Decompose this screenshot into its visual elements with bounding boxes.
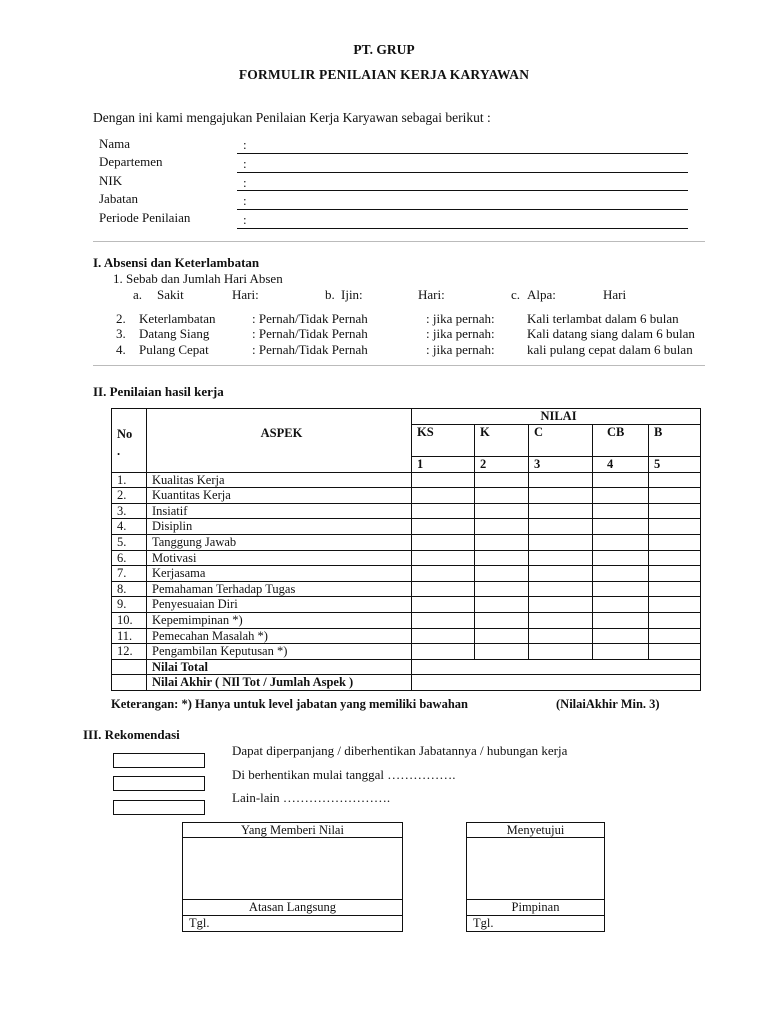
row-note: Kali datang siang dalam 6 bulan [527,326,695,341]
checkbox-berhentikan[interactable] [113,776,205,791]
score-cell[interactable] [649,534,701,550]
periode-input-line[interactable] [237,228,688,229]
absen-item: 1. Sebab dan Jumlah Hari Absen [113,271,283,286]
absen-sakit-hari: Hari: [232,287,259,302]
row-no: 10. [112,612,147,628]
score-cell[interactable] [529,472,593,488]
absen-alpa-hari: Hari [603,287,627,302]
score-cell[interactable] [593,628,649,644]
table-row [112,581,701,597]
row-no: 3. [112,503,147,519]
signature-role: Pimpinan [467,899,604,916]
divider [93,241,705,242]
score-cell[interactable] [529,534,593,550]
score-4: 4 [593,457,649,473]
score-cell[interactable] [649,566,701,582]
section2-heading: II. Penilaian hasil kerja [93,384,224,399]
field-label-nik: NIK [99,173,123,188]
score-cell[interactable] [412,519,475,535]
score-cell[interactable] [529,628,593,644]
row-num: 2. [116,311,126,326]
final-no-cell [112,675,147,691]
row-no: 9. [112,597,147,613]
row-no: 8. [112,581,147,597]
total-row [112,659,701,675]
field-sep: : [243,137,247,152]
total-label: Nilai Total [147,659,412,675]
score-cell[interactable] [529,503,593,519]
departemen-input-line[interactable] [237,172,688,173]
field-sep: : [243,193,247,208]
score-cell[interactable] [475,581,529,597]
final-label: Nilai Akhir ( NIl Tot / Jumlah Aspek ) [147,675,412,691]
score-cell[interactable] [593,519,649,535]
grade-cb: CB [593,425,649,457]
score-2: 2 [475,457,529,473]
row-option: : Pernah/Tidak Pernah [252,326,368,341]
final-value-cell[interactable] [412,675,701,691]
score-cell[interactable] [475,612,529,628]
signature-head: Menyetujui [467,823,604,838]
score-cell[interactable] [412,488,475,504]
grade-c: C [529,425,593,457]
row-num: 3. [116,326,126,341]
row-note: kali pulang cepat dalam 6 bulan [527,342,693,357]
row-if: : jika pernah: [426,311,495,326]
score-cell[interactable] [593,566,649,582]
score-cell[interactable] [593,503,649,519]
total-value-cell[interactable] [412,659,701,675]
score-cell[interactable] [593,597,649,613]
score-cell[interactable] [649,581,701,597]
row-option: : Pernah/Tidak Pernah [252,311,368,326]
grade-k: K [475,425,529,457]
score-cell[interactable] [412,534,475,550]
absen-alpa: Alpa: [527,287,556,302]
intro-text: Dengan ini kami mengajukan Penilaian Kerja Karyawan sebagai berikut : [93,110,491,125]
score-cell[interactable] [475,534,529,550]
row-aspek: Pemahaman Terhadap Tugas [147,581,412,597]
row-no: 6. [112,550,147,566]
table-row [112,566,701,582]
min-score-note: (NilaiAkhir Min. 3) [556,697,660,711]
score-cell[interactable] [529,581,593,597]
field-sep: : [243,212,247,227]
signature-date-label: Tgl. [473,916,494,930]
row-aspek: Tanggung Jawab [147,534,412,550]
score-cell[interactable] [649,519,701,535]
option-berhentikan: Di berhentikan mulai tanggal ……………. [232,767,456,782]
field-label-jabatan: Jabatan [99,191,138,206]
row-aspek: Kualitas Kerja [147,472,412,488]
score-cell[interactable] [529,488,593,504]
divider [93,365,705,366]
field-sep: : [243,156,247,171]
row-label: Datang Siang [139,326,210,341]
table-row [112,472,701,488]
signature-box-pimpinan[interactable] [466,822,605,932]
score-cell[interactable] [649,503,701,519]
score-cell[interactable] [529,612,593,628]
score-cell[interactable] [529,519,593,535]
row-no: 11. [112,628,147,644]
checkbox-perpanjang[interactable] [113,753,205,768]
row-aspek: Kuantitas Kerja [147,488,412,504]
row-no: 2. [112,488,147,504]
score-cell[interactable] [529,550,593,566]
row-aspek: Penyesuaian Diri [147,597,412,613]
absen-sakit: Sakit [157,287,184,302]
score-cell[interactable] [593,644,649,660]
row-aspek: Pengambilan Keputusan *) [147,644,412,660]
table-row [112,503,701,519]
grade-ks: KS [412,425,475,457]
signature-head: Yang Memberi Nilai [183,823,402,838]
table-note: Keterangan: *) Hanya untuk level jabatan yang memiliki bawahan [111,697,468,711]
absen-letter-b: b. [325,287,335,302]
row-no: 5. [112,534,147,550]
checkbox-lainlain[interactable] [113,800,205,815]
score-cell[interactable] [412,581,475,597]
score-cell[interactable] [593,472,649,488]
row-note: Kali terlambat dalam 6 bulan [527,311,679,326]
table-row [112,550,701,566]
nik-input-line[interactable] [237,190,688,191]
score-cell[interactable] [475,550,529,566]
form-title: FORMULIR PENILAIAN KERJA KARYAWAN [238,67,530,82]
score-cell[interactable] [475,644,529,660]
field-label-periode: Periode Penilaian [99,210,191,225]
score-cell[interactable] [529,644,593,660]
field-sep: : [243,175,247,190]
row-no: 4. [112,519,147,535]
score-cell[interactable] [412,628,475,644]
table-row [112,612,701,628]
score-cell[interactable] [412,566,475,582]
score-cell[interactable] [475,488,529,504]
score-5: 5 [649,457,701,473]
signature-role: Atasan Langsung [183,899,402,916]
score-cell[interactable] [412,472,475,488]
assessment-table [111,408,701,691]
field-label-departemen: Departemen [99,154,163,169]
score-cell[interactable] [649,628,701,644]
score-cell[interactable] [649,488,701,504]
score-cell[interactable] [475,566,529,582]
absen-letter-a: a. [133,287,143,302]
option-lainlain: Lain-lain ……………………. [232,790,391,805]
row-aspek: Disiplin [147,519,412,535]
section3-heading: III. Rekomendasi [83,727,180,742]
row-if: : jika pernah: [426,326,495,341]
score-3: 3 [529,457,593,473]
row-label: Keterlambatan [139,311,216,326]
field-label-nama: Nama [99,136,131,151]
row-no: 7. [112,566,147,582]
no-header [112,409,147,473]
absen-ijin-hari: Hari: [418,287,445,302]
jabatan-input-line[interactable] [237,209,688,210]
score-cell[interactable] [649,597,701,613]
score-cell[interactable] [593,581,649,597]
row-aspek: Pemecahan Masalah *) [147,628,412,644]
nilai-header: NILAI [412,409,701,425]
final-row [112,675,701,691]
row-if: : jika pernah: [426,342,495,357]
score-cell[interactable] [412,597,475,613]
table-row [112,534,701,550]
table-row [112,488,701,504]
score-cell[interactable] [475,472,529,488]
table-row [112,628,701,644]
table-row [112,644,701,660]
score-cell[interactable] [649,612,701,628]
score-cell[interactable] [412,503,475,519]
row-aspek: Insiatif [147,503,412,519]
absen-ijin: Ijin: [341,287,363,302]
signature-box-penilai[interactable] [182,822,403,932]
score-cell[interactable] [412,550,475,566]
score-cell[interactable] [593,550,649,566]
score-cell[interactable] [593,612,649,628]
score-cell[interactable] [649,472,701,488]
score-1: 1 [412,457,475,473]
score-cell[interactable] [475,519,529,535]
score-cell[interactable] [475,503,529,519]
row-aspek: Motivasi [147,550,412,566]
signature-date-label: Tgl. [189,916,210,930]
score-cell[interactable] [475,597,529,613]
score-cell[interactable] [412,612,475,628]
total-no-cell [112,659,147,675]
grade-b: B [649,425,701,457]
company-name: PT. GRUP [353,42,415,57]
score-cell[interactable] [593,488,649,504]
no-header-text: No [117,427,133,441]
score-cell[interactable] [529,566,593,582]
score-cell[interactable] [649,644,701,660]
nama-input-line[interactable] [237,153,688,154]
section1-heading: I. Absensi dan Keterlambatan [93,255,260,270]
score-cell[interactable] [649,550,701,566]
score-cell[interactable] [529,597,593,613]
absen-letter-c: c. [511,287,521,302]
aspek-header: ASPEK [147,409,412,473]
score-cell[interactable] [475,628,529,644]
option-perpanjang: Dapat diperpanjang / diberhentikan Jabatannya / hubungan kerja [232,743,568,758]
row-num: 4. [116,342,126,357]
score-cell[interactable] [593,534,649,550]
row-no: 1. [112,472,147,488]
table-row [112,597,701,613]
row-aspek: Kepemimpinan *) [147,612,412,628]
row-no: 12. [112,644,147,660]
table-row [112,519,701,535]
score-cell[interactable] [412,644,475,660]
row-option: : Pernah/Tidak Pernah [252,342,368,357]
row-label: Pulang Cepat [139,342,209,357]
row-aspek: Kerjasama [147,566,412,582]
no-header-dot: . [117,444,121,458]
